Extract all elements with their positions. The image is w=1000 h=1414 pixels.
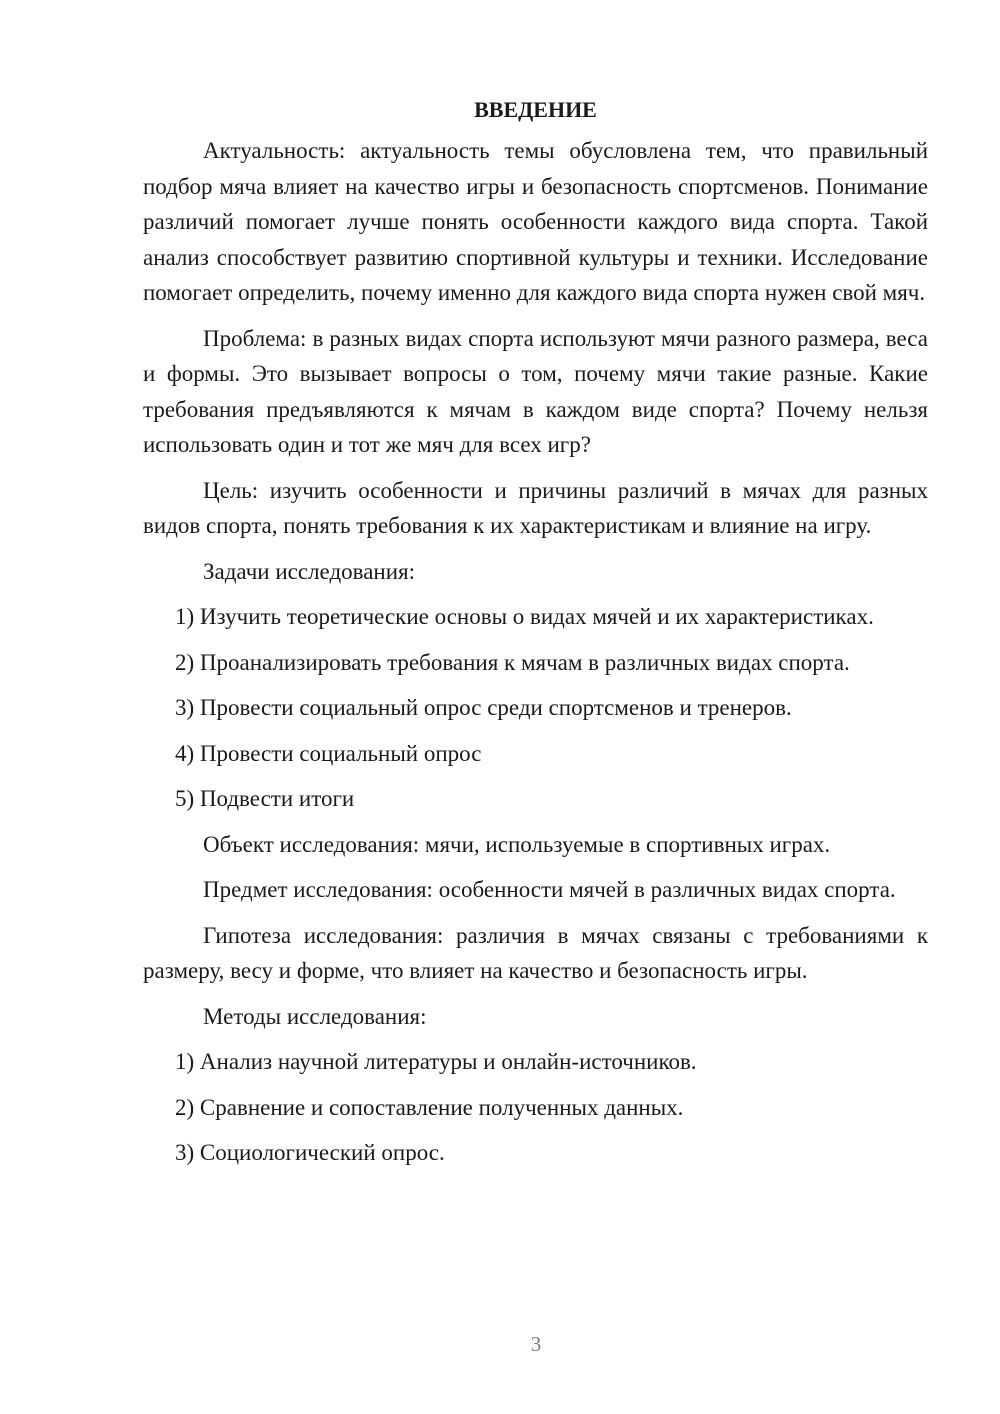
method-item: 1) Анализ научной литературы и онлайн-источников. — [175, 1049, 697, 1074]
task-item: 3) Провести социальный опрос среди спортсменов и тренеров. — [175, 695, 792, 720]
method-item: 2) Сравнение и сопоставление полученных данных. — [175, 1094, 684, 1120]
problem-paragraph: Проблема: в разных видах спорта используют мячи разного размера, веса и формы. Это вызывает вопросы о том, почему мячи такие разные. Какие требования предъявляются к мячам в каждом виде спорта? Почему нельзя использовать один и тот же мяч для всех игр? — [143, 325, 928, 457]
subject-paragraph: Предмет исследования: особенности мячей в различных видах спорта. — [203, 877, 896, 902]
method-item: 3) Социологический опрос. — [175, 1140, 445, 1165]
tasks-heading: Задачи исследования: — [203, 558, 416, 584]
task-item: 2) Проанализировать требования к мячам в различных видах спорта. — [175, 649, 850, 675]
page-number: 3 — [530, 1332, 542, 1356]
object-paragraph: Объект исследования: мячи, используемые в спортивных играх. — [203, 831, 831, 857]
task-item: 5) Подвести итоги — [175, 786, 355, 811]
task-item: 4) Провести социальный опрос — [175, 740, 482, 766]
hypothesis-paragraph: Гипотеза исследования: различия в мячах связаны с требованиями к размеру, весу и форме, что влияет на качество и безопасность игры. — [143, 922, 928, 983]
page-title: ВВЕДЕНИЕ — [474, 97, 597, 122]
methods-heading: Методы исследования: — [203, 1003, 427, 1029]
task-item: 1) Изучить теоретические основы о видах мячей и их характеристиках. — [175, 604, 874, 629]
relevance-paragraph: Актуальность: актуальность темы обусловлена тем, что правильный подбор мяча влияет на качество игры и безопасность спортсменов. Понимание различий помогает лучше понять особенности каждого вида спорта. Такой анализ способствует развитию спортивной культуры и техники. Исследование помогает определить, почему именно для каждого вида спорта нужен свой мяч. — [143, 138, 928, 305]
page-content — [143, 95, 928, 1181]
goal-paragraph: Цель: изучить особенности и причины различий в мячах для разных видов спорта, понять требования к их характеристикам и влияние на игру. — [143, 477, 928, 538]
